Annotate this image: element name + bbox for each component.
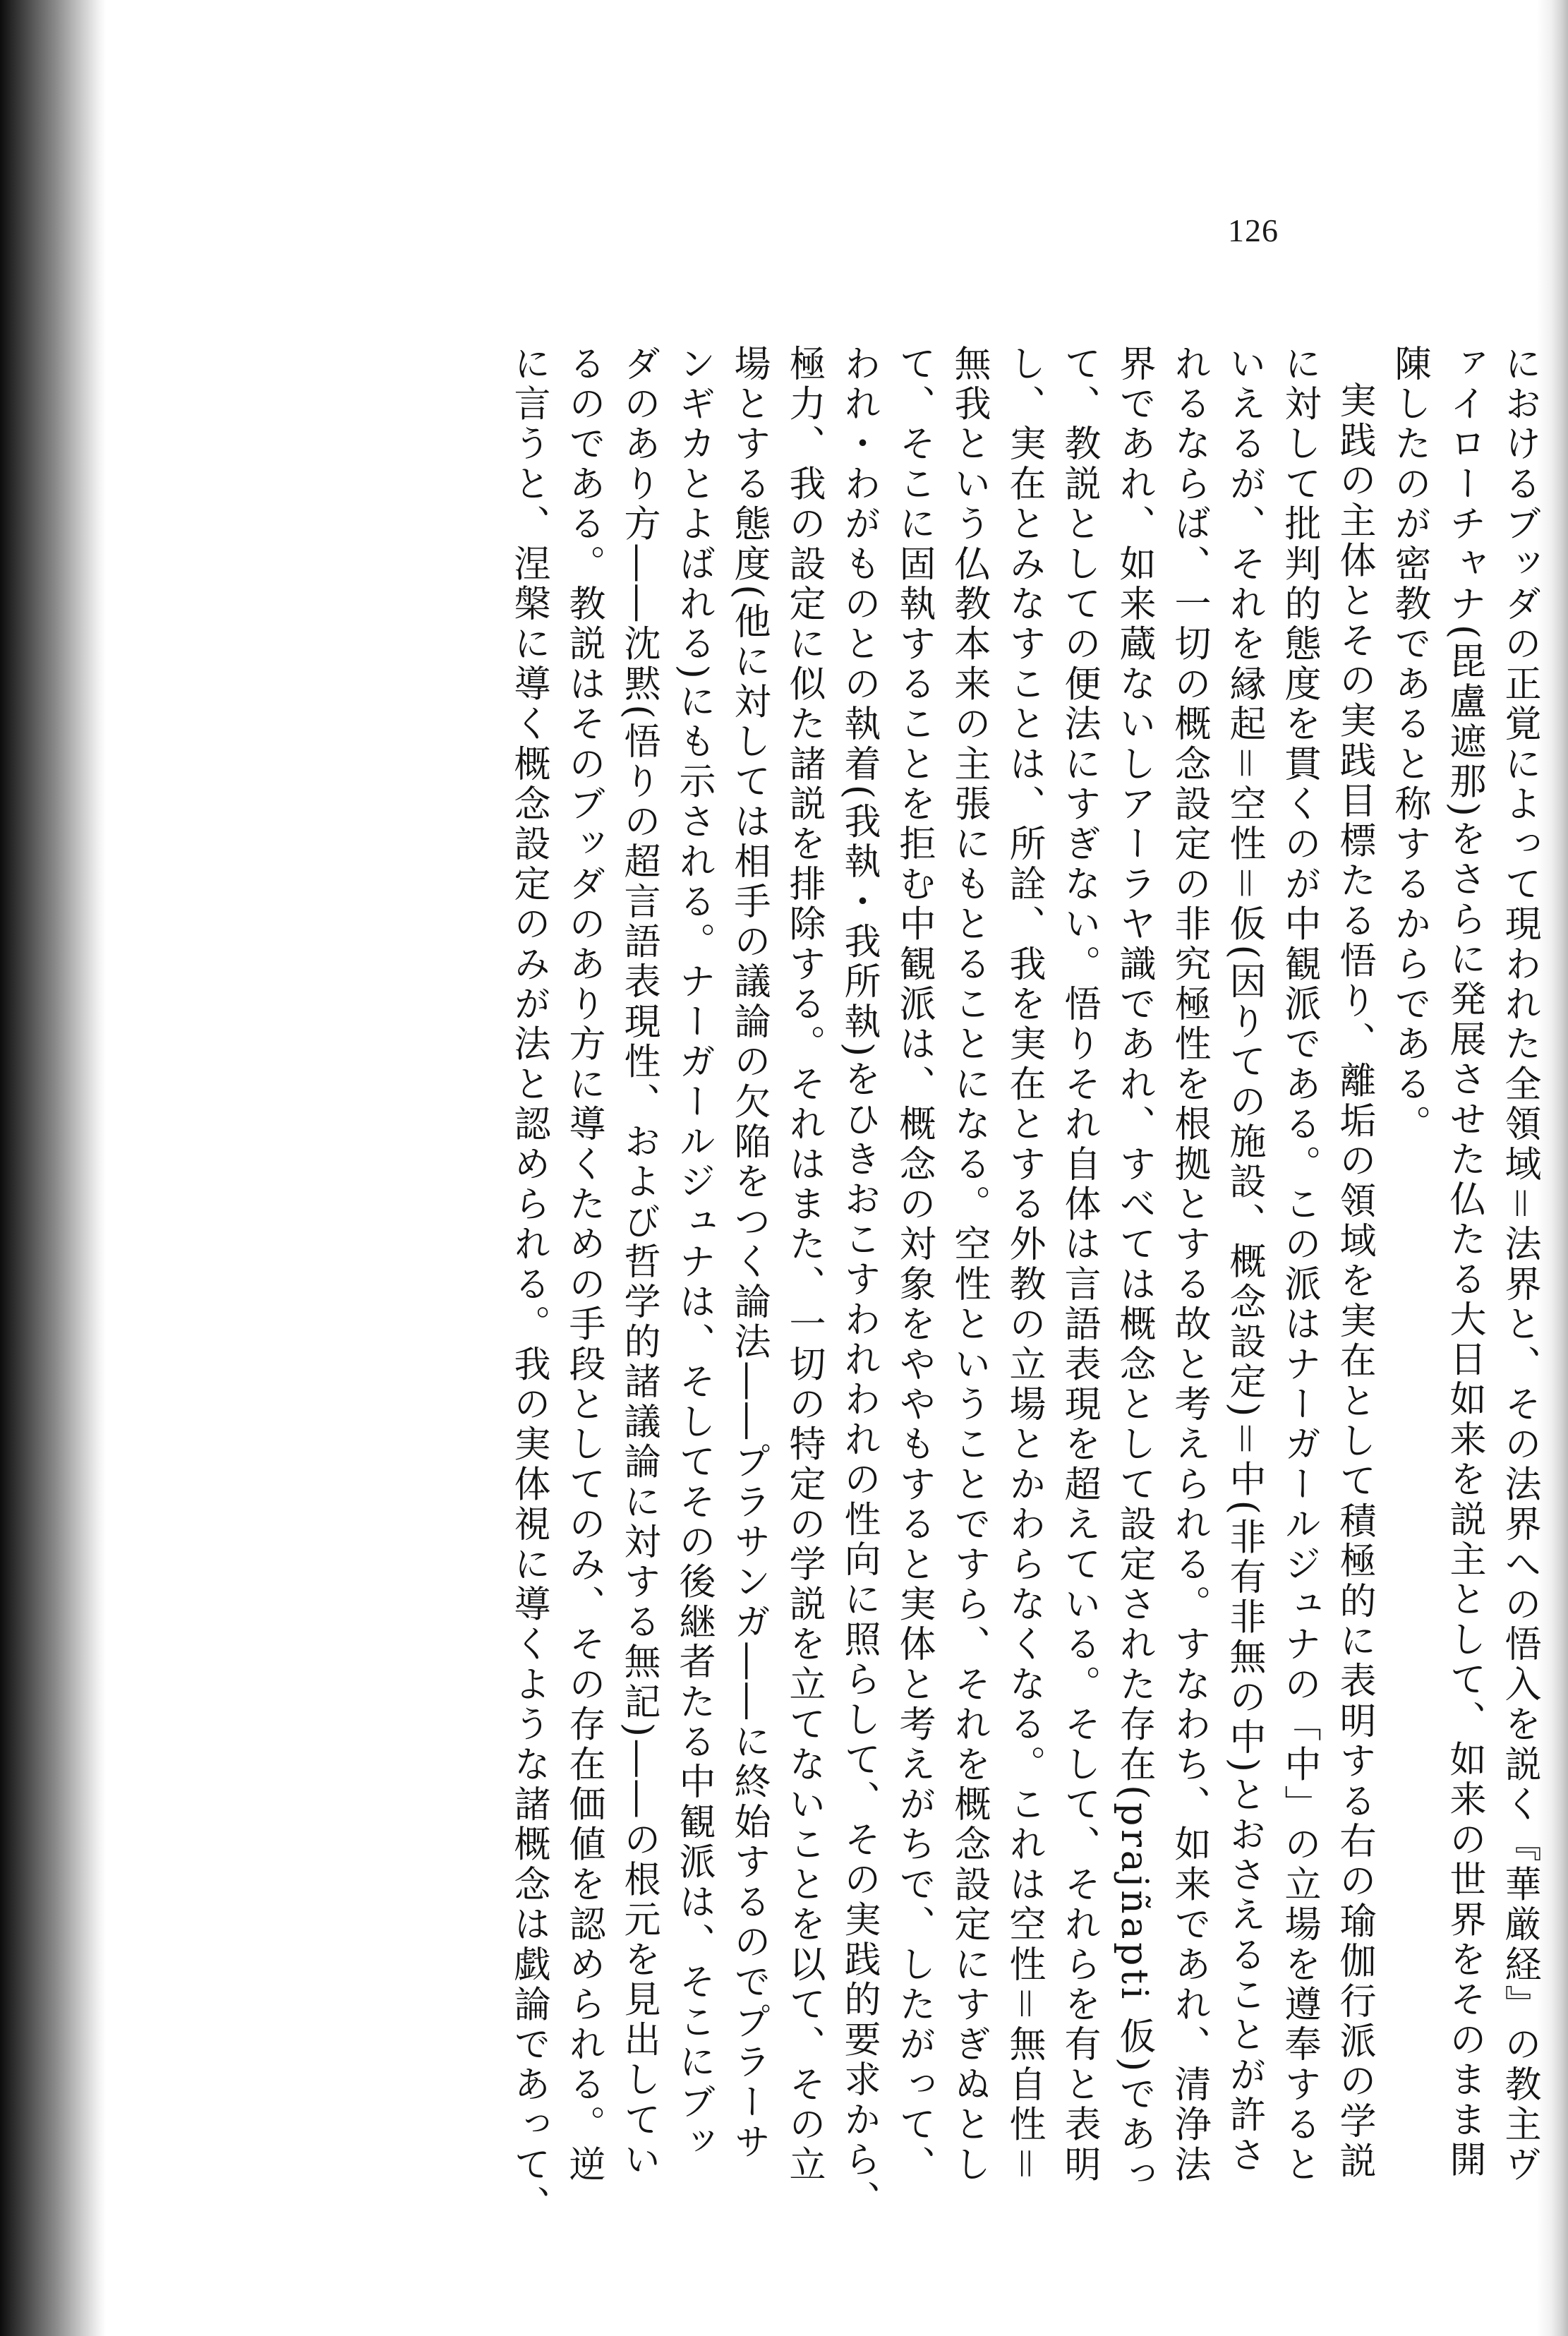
text-line: に言うと、涅槃に導く概念設定のみが法と認められる。我の実体視に導くような諸概念は戯論であって、 [507, 344, 550, 2225]
text-line: れるならば、一切の概念設定の非究極性を根拠とする故と考えられる。すなわち、如来であれ、清浄法 [1168, 344, 1210, 2186]
text-line: ァイローチャナ(毘盧遮那)をさらに発展させた仏たる大日如来を説主として、如来の世界をそのまま開 [1443, 344, 1485, 2181]
text-line: ダのあり方――沈黙(悟りの超言語表現性、および哲学的諸議論に対する無記)――の根元を見出してい [617, 344, 660, 2181]
text-line: ンギカとよばれる)にも示される。ナーガールジュナは、そしてその後継者たる中観派は、そこにブッ [673, 344, 715, 2163]
vertical-text-body [143, 344, 1547, 2264]
text-line: て、教説としての便法にすぎない。悟りそれ自体は言語表現を超えている。そして、それらを有と表明 [1058, 344, 1100, 2186]
text-line: 場とする態度(他に対しては相手の議論の欠陥をつく論法――プラサンガ――に終始するのでプラーサ [728, 344, 770, 2163]
text-line: 無我という仏教本来の主張にもとることになる。空性ということですら、それを概念設定にすぎぬとし [948, 344, 990, 2186]
text-line: われ・わがものとの執着(我執・我所執)をひきおこすわれわれの性向に照らして、その実践的要求から、 [838, 344, 880, 2221]
text-line: に対して批判的態度を貫くのが中観派である。この派はナーガールジュナの「中」の立場を遵奉すると [1278, 344, 1320, 2186]
text-line: 陳したのが密教であると称するからである。 [1388, 344, 1430, 1145]
text-line: におけるブッダの正覚によって現われた全領域＝法界と、その法界への悟入を説く『華厳経』の教主ヴ [1498, 344, 1540, 2186]
page-number: 126 [1228, 212, 1279, 248]
text-line: 界であれ、如来蔵ないしアーラヤ識であれ、すべては概念として設定された存在(prajñapti 仮)であっ [1113, 344, 1155, 2196]
text-line: るのである。教説はそのブッダのあり方に導くための手段としてのみ、その存在価値を認められる。逆 [562, 344, 605, 2186]
text-line: いえるが、それを縁起＝空性＝仮(因りての施設、概念設定)＝中(非有非無の中)とおさえることが許さ [1223, 344, 1265, 2176]
text-line: て、そこに固執することを拒む中観派は、概念の対象をややもすると実体と考えがちで、したがって、 [893, 344, 935, 2186]
scan-gutter-shadow [0, 0, 106, 2336]
text-line: し、実在とみなすことは、所詮、我を実在とする外教の立場とかわらなくなる。これは空性＝無自性＝ [1003, 344, 1045, 2186]
text-line: 極力、我の設定に似た諸説を排除する。それはまた、一切の特定の学説を立てないことを以て、その立 [783, 344, 825, 2186]
paragraph-start-line: 実践の主体とその実践目標たる悟り、離垢の領域を実在として積極的に表明する右の瑜伽行派の学説 [1333, 381, 1375, 2182]
